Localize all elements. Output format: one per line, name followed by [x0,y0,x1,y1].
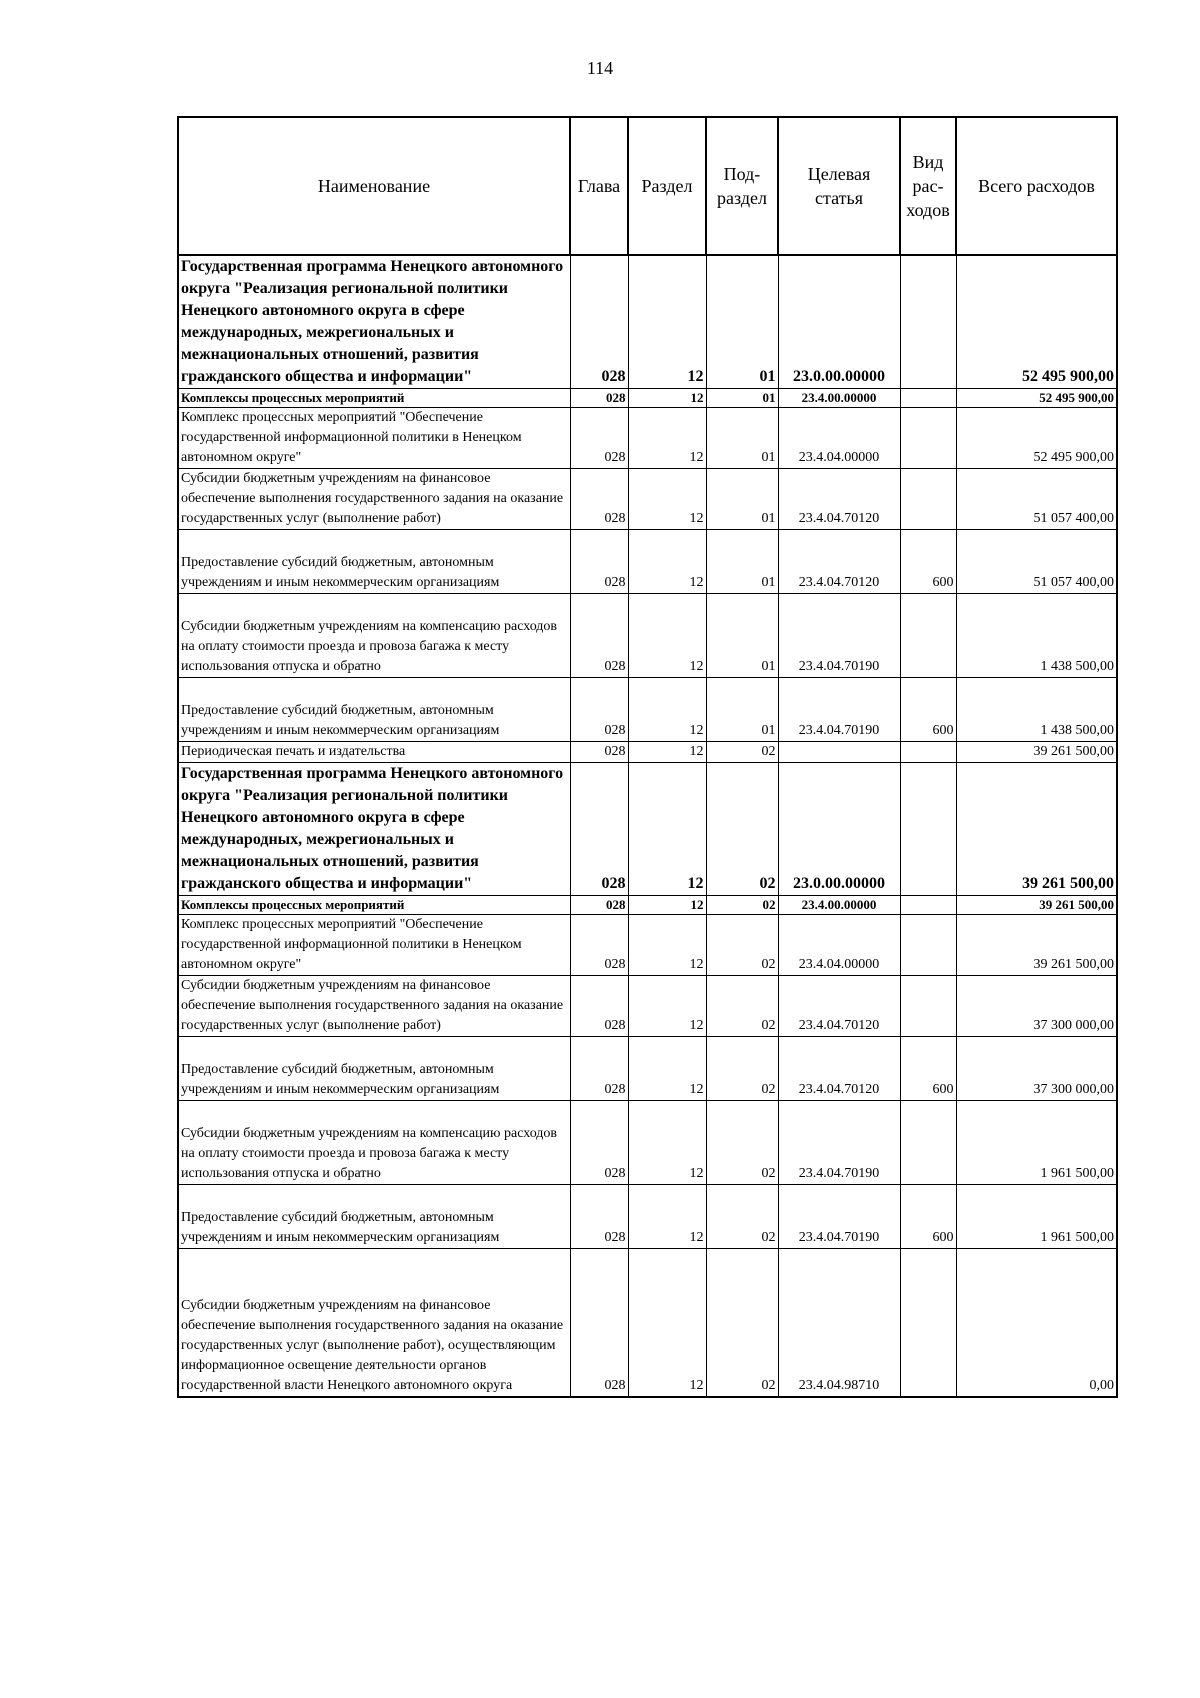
row-tselevaya [778,742,900,763]
row-total: 51 057 400,00 [956,469,1117,530]
row-razdel: 12 [628,976,706,1037]
row-total: 1 961 500,00 [956,1101,1117,1185]
header-total: Всего расходов [956,117,1117,255]
row-razdel: 12 [628,763,706,896]
row-total: 39 261 500,00 [956,915,1117,976]
row-glava: 028 [570,915,628,976]
table-row [178,896,1117,915]
row-podrazdel: 02 [706,742,778,763]
row-tselevaya: 23.0.00.00000 [778,763,900,896]
row-vid [900,1249,956,1397]
row-tselevaya: 23.4.04.70190 [778,1185,900,1249]
row-total: 51 057 400,00 [956,530,1117,594]
row-podrazdel: 01 [706,408,778,469]
row-vid [900,1101,956,1185]
row-total: 37 300 000,00 [956,976,1117,1037]
row-total: 1 961 500,00 [956,1185,1117,1249]
row-razdel: 12 [628,896,706,915]
table-row [178,1249,1117,1397]
header-razdel: Раздел [628,117,706,255]
row-vid [900,389,956,408]
row-podrazdel: 01 [706,594,778,678]
row-razdel: 12 [628,594,706,678]
row-glava: 028 [570,742,628,763]
header-tselevaya: Целевая статья [778,117,900,255]
row-glava: 028 [570,1185,628,1249]
row-tselevaya: 23.4.04.70120 [778,530,900,594]
row-vid: 600 [900,678,956,742]
row-glava: 028 [570,763,628,896]
row-name: Государственная программа Ненецкого автономного округа "Реализация региональной политики Ненецкого автономного округа в сфере международных, межрегиональных и межнациональных отношений, развития гражданского общества и информации" [178,763,570,896]
row-glava: 028 [570,896,628,915]
row-total: 52 495 900,00 [956,255,1117,389]
row-name: Государственная программа Ненецкого автономного округа "Реализация региональной политики Ненецкого автономного округа в сфере международных, межрегиональных и межнациональных отношений, развития гражданского общества и информации" [178,255,570,389]
row-vid [900,896,956,915]
row-total: 52 495 900,00 [956,389,1117,408]
header-glava: Глава [570,117,628,255]
row-name: Комплекс процессных мероприятий "Обеспечение государственной информационной политики в Ненецком автономном округе" [178,915,570,976]
row-podrazdel: 01 [706,255,778,389]
row-glava: 028 [570,1101,628,1185]
row-name: Субсидии бюджетным учреждениям на финансовое обеспечение выполнения государственного задания на оказание государственных услуг (выполнение работ) [178,976,570,1037]
row-razdel: 12 [628,1101,706,1185]
table-row [178,594,1117,678]
row-podrazdel: 02 [706,976,778,1037]
row-name: Периодическая печать и издательства [178,742,570,763]
row-vid: 600 [900,1037,956,1101]
row-vid [900,742,956,763]
header-vid: Вид рас- ходов [900,117,956,255]
row-name: Предоставление субсидий бюджетным, автономным учреждениям и иным некоммерческим организациям [178,530,570,594]
row-name: Субсидии бюджетным учреждениям на финансовое обеспечение выполнения государственного задания на оказание государственных услуг (выполнение работ), осуществляющим информационное освещение деятельности органов государственной власти Ненецкого автономного округа [178,1249,570,1397]
table-row [178,255,1117,389]
row-total: 37 300 000,00 [956,1037,1117,1101]
budget-table [177,116,1118,1398]
row-name: Субсидии бюджетным учреждениям на компенсацию расходов на оплату стоимости проезда и провоза багажа к месту использования отпуска и обратно [178,1101,570,1185]
row-name: Предоставление субсидий бюджетным, автономным учреждениям и иным некоммерческим организациям [178,1185,570,1249]
row-vid: 600 [900,1185,956,1249]
row-name: Комплекс процессных мероприятий "Обеспечение государственной информационной политики в Ненецком автономном округе" [178,408,570,469]
table-row [178,1101,1117,1185]
header-podrazdel: Под- раздел [706,117,778,255]
row-tselevaya: 23.4.00.00000 [778,896,900,915]
page-number: 114 [586,58,614,78]
row-vid [900,763,956,896]
table-row [178,915,1117,976]
row-tselevaya: 23.4.04.00000 [778,408,900,469]
row-podrazdel: 01 [706,389,778,408]
table-header-row [178,117,1117,255]
row-glava: 028 [570,1037,628,1101]
row-vid [900,976,956,1037]
row-name: Предоставление субсидий бюджетным, автономным учреждениям и иным некоммерческим организациям [178,678,570,742]
row-tselevaya: 23.4.04.00000 [778,915,900,976]
row-podrazdel: 01 [706,469,778,530]
row-glava: 028 [570,530,628,594]
row-podrazdel: 02 [706,896,778,915]
row-name: Комплексы процессных мероприятий [178,389,570,408]
row-podrazdel: 01 [706,678,778,742]
row-vid: 600 [900,530,956,594]
row-glava: 028 [570,408,628,469]
row-podrazdel: 02 [706,915,778,976]
table-row [178,763,1117,896]
row-tselevaya: 23.4.04.70120 [778,1037,900,1101]
row-total: 52 495 900,00 [956,408,1117,469]
row-name: Комплексы процессных мероприятий [178,896,570,915]
row-podrazdel: 02 [706,1101,778,1185]
row-glava: 028 [570,1249,628,1397]
row-podrazdel: 02 [706,1249,778,1397]
row-glava: 028 [570,469,628,530]
row-razdel: 12 [628,742,706,763]
row-name: Субсидии бюджетным учреждениям на финансовое обеспечение выполнения государственного задания на оказание государственных услуг (выполнение работ) [178,469,570,530]
row-podrazdel: 02 [706,763,778,896]
row-tselevaya: 23.4.04.70190 [778,594,900,678]
row-tselevaya: 23.4.00.00000 [778,389,900,408]
row-podrazdel: 02 [706,1037,778,1101]
row-razdel: 12 [628,1185,706,1249]
row-total: 1 438 500,00 [956,678,1117,742]
row-name: Предоставление субсидий бюджетным, автономным учреждениям и иным некоммерческим организациям [178,1037,570,1101]
row-total: 39 261 500,00 [956,763,1117,896]
row-razdel: 12 [628,678,706,742]
row-razdel: 12 [628,255,706,389]
row-glava: 028 [570,255,628,389]
row-tselevaya: 23.4.04.70120 [778,976,900,1037]
row-podrazdel: 01 [706,530,778,594]
row-vid [900,594,956,678]
row-glava: 028 [570,594,628,678]
table-row [178,1037,1117,1101]
row-tselevaya: 23.4.04.70190 [778,678,900,742]
row-razdel: 12 [628,1249,706,1397]
row-podrazdel: 02 [706,1185,778,1249]
header-name: Наименование [178,117,570,255]
table-row [178,408,1117,469]
row-razdel: 12 [628,408,706,469]
row-razdel: 12 [628,915,706,976]
row-vid [900,469,956,530]
row-tselevaya: 23.4.04.98710 [778,1249,900,1397]
row-glava: 028 [570,976,628,1037]
row-vid [900,255,956,389]
row-tselevaya: 23.4.04.70190 [778,1101,900,1185]
row-name: Субсидии бюджетным учреждениям на компенсацию расходов на оплату стоимости проезда и провоза багажа к месту использования отпуска и обратно [178,594,570,678]
table-row [178,678,1117,742]
row-razdel: 12 [628,469,706,530]
row-vid [900,915,956,976]
row-glava: 028 [570,389,628,408]
table-row [178,742,1117,763]
table-row [178,976,1117,1037]
row-total: 1 438 500,00 [956,594,1117,678]
row-total: 0,00 [956,1249,1117,1397]
row-glava: 028 [570,678,628,742]
table-row [178,530,1117,594]
row-tselevaya: 23.4.04.70120 [778,469,900,530]
row-vid [900,408,956,469]
table-row [178,1185,1117,1249]
row-total: 39 261 500,00 [956,896,1117,915]
row-tselevaya: 23.0.00.00000 [778,255,900,389]
row-total: 39 261 500,00 [956,742,1117,763]
table-row [178,469,1117,530]
table-row [178,389,1117,408]
row-razdel: 12 [628,389,706,408]
row-razdel: 12 [628,1037,706,1101]
row-razdel: 12 [628,530,706,594]
